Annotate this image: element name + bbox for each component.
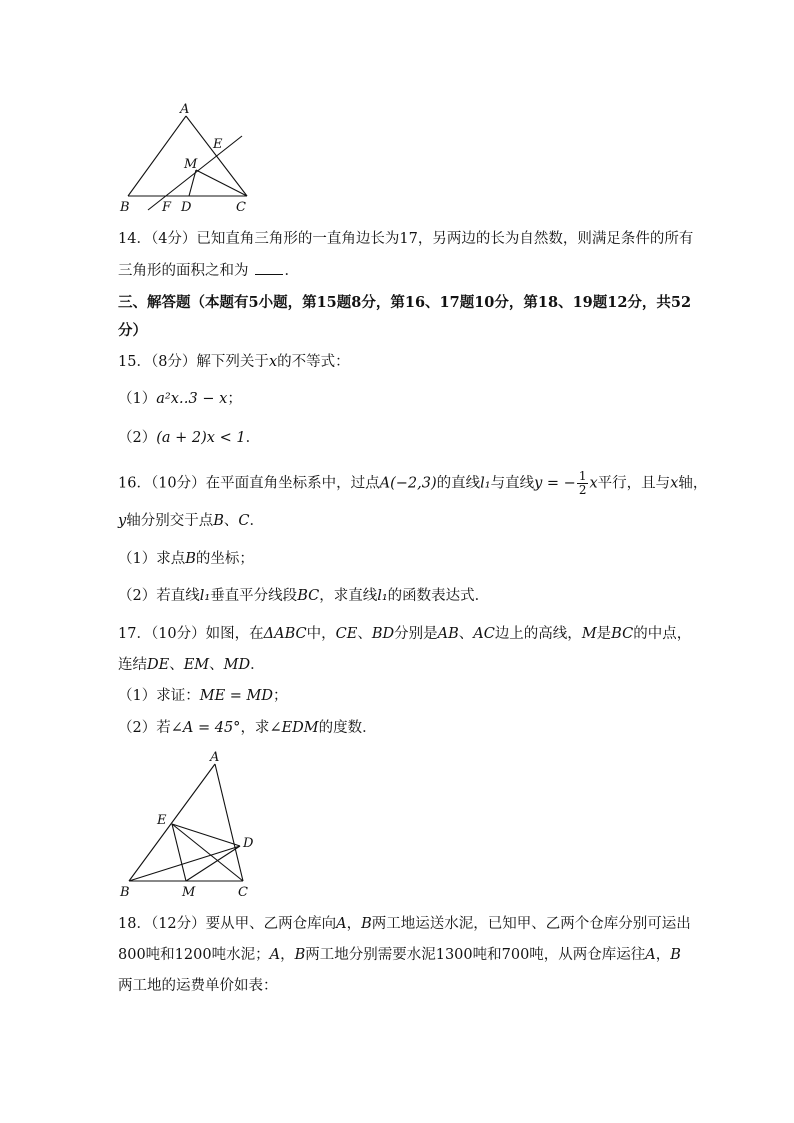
label-a: A bbox=[180, 102, 190, 117]
geometry-figure-2 bbox=[112, 746, 262, 904]
segment-md bbox=[186, 846, 240, 881]
segment-ab bbox=[128, 116, 186, 196]
segment-mc bbox=[196, 170, 247, 196]
q17-stem-line2: 连结DE、EM、MD． bbox=[118, 657, 265, 673]
label-a: A bbox=[210, 750, 220, 765]
answer-blank[interactable] bbox=[255, 261, 283, 275]
q15-part1: （1）a²x‥3 − x； bbox=[118, 391, 242, 407]
segment-em bbox=[172, 824, 186, 881]
label-d: D bbox=[181, 200, 192, 215]
segment-ab bbox=[129, 764, 215, 881]
q18-stem-line1: 18．（12分）要从甲、乙两仓库向A，B两工地运送水泥，已知甲、乙两个仓库分别可运出 bbox=[118, 916, 691, 932]
section3-heading-line2: 分） bbox=[118, 322, 147, 339]
section3-heading-line1: 三、解答题（本题有5小题，第15题8分，第16、17题10分，第18、19题12分，共52 bbox=[118, 294, 692, 311]
segment-md bbox=[189, 170, 196, 196]
label-b: B bbox=[120, 200, 130, 215]
label-b: B bbox=[120, 885, 130, 900]
q16-stem-line1: 16．（10分）在平面直角坐标系中，过点A(−2,3)的直线l₁与直线y = − $\frac{1}{2}$ x平行，且与x轴， bbox=[118, 469, 708, 497]
q16-stem-line2: y轴分别交于点B、C． bbox=[118, 513, 264, 529]
q16-part1: （1）求点B的坐标； bbox=[118, 551, 254, 567]
segment-ac bbox=[215, 764, 243, 881]
geometry-figure-1 bbox=[112, 98, 262, 216]
q15-stem: 15．（8分）解下列关于x的不等式： bbox=[118, 354, 350, 370]
label-e: E bbox=[157, 813, 167, 828]
q16-part2: （2）若直线l₁垂直平分线段BC，求直线l₁的函数表达式． bbox=[118, 588, 490, 604]
label-m: M bbox=[184, 157, 198, 172]
q17-stem-line1: 17．（10分）如图，在ΔABC中，CE、BD分别是AB、AC边上的高线，M是BC的中点， bbox=[118, 626, 692, 642]
label-e: E bbox=[213, 137, 223, 152]
label-c: C bbox=[236, 200, 246, 215]
label-f: F bbox=[162, 200, 172, 215]
fraction-one-half: $\frac{1}{2}$ bbox=[578, 469, 587, 497]
q18-stem-line3: 两工地的运费单价如表： bbox=[118, 978, 278, 994]
q18-stem-line2: 800吨和1200吨水泥；A，B两工地分别需要水泥1300吨和700吨，从两仓库运往A，B bbox=[118, 947, 681, 963]
q17-part2: （2）若∠A = 45°，求∠EDM的度数． bbox=[118, 720, 377, 736]
label-d: D bbox=[243, 836, 254, 851]
segment-ec bbox=[172, 824, 243, 881]
label-c: C bbox=[238, 885, 248, 900]
label-m: M bbox=[182, 885, 196, 900]
q14-line2: 三角形的面积之和为 ． bbox=[118, 263, 299, 279]
q17-part1: （1）求证：ME = MD； bbox=[118, 688, 288, 704]
q15-part2: （2）(a + 2)x < 1． bbox=[118, 430, 261, 446]
q14-line1: 14．（4分）已知直角三角形的一直角边长为17，另两边的长为自然数，则满足条件的所有 bbox=[118, 231, 694, 247]
